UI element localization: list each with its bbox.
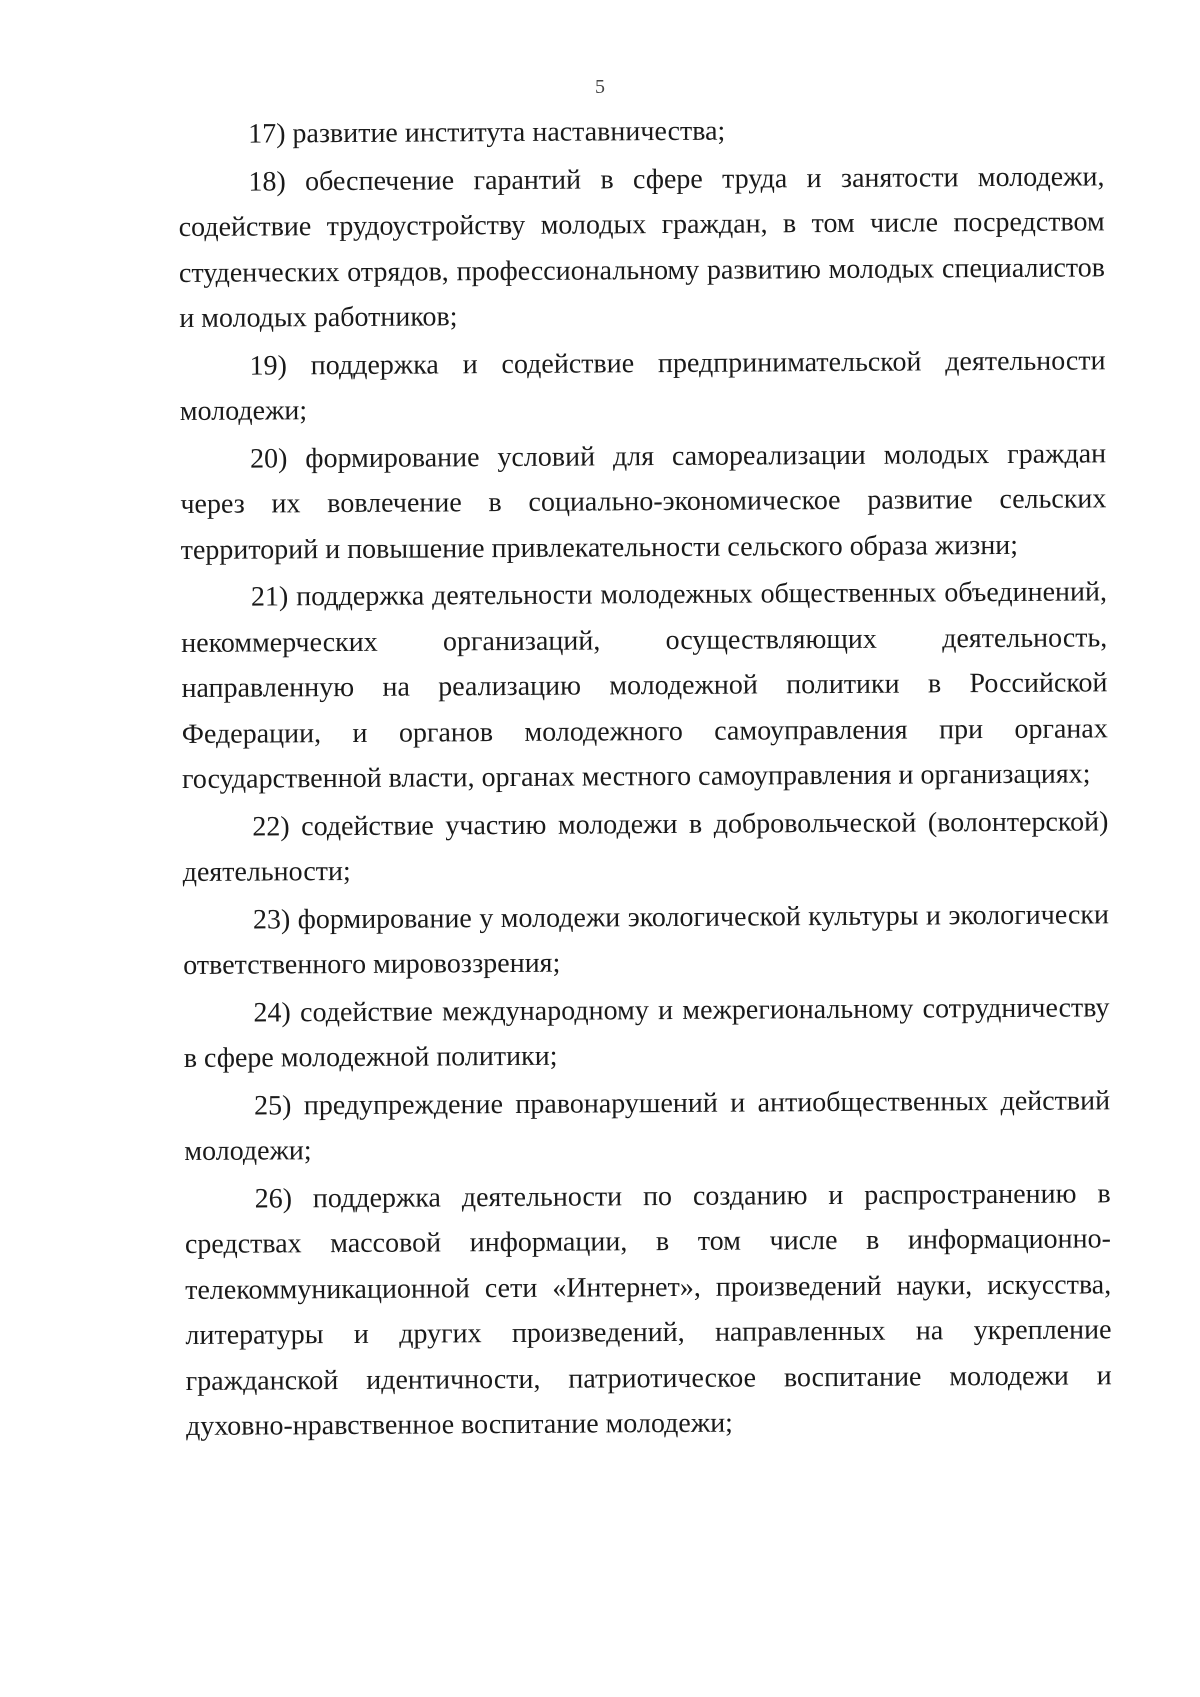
list-item-24: 24) содействие международному и межрегиональному сотрудничеству в сфере молодежной политики; bbox=[183, 991, 1110, 1074]
list-item-22: 22) содействие участию молодежи в добровольческой (волонтерской) деятельности; bbox=[182, 805, 1109, 888]
list-item-19: 19) поддержка и содействие предпринимательской деятельности молодежи; bbox=[179, 344, 1106, 427]
list-item-18: 18) обеспечение гарантий в сфере труда и занятости молодежи, содействие трудоустройству молодых граждан, в том числе посредством студенческих отрядов, профессиональному развитию молодых специалистов и молодых работников; bbox=[178, 160, 1106, 334]
list-item-25: 25) предупреждение правонарушений и антиобщественных действий молодежи; bbox=[184, 1084, 1111, 1167]
list-item-17: 17) развитие института наставничества; bbox=[248, 115, 726, 150]
list-item-21: 21) поддержка деятельности молодежных общественных объединений, некоммерческих организаций, осуществляющих деятельность, направленную на реализацию молодежной политики в Российской Федерации, и органов молодежного самоуправления при органах государственной власти, органах местного самоуправления и организациях; bbox=[181, 576, 1108, 795]
list-item-23: 23) формирование у молодежи экологической культуры и экологически ответственного мировоззрения; bbox=[183, 898, 1110, 981]
page-number: 5 bbox=[595, 76, 605, 98]
list-item-26: 26) поддержка деятельности по созданию и распространению в средствах массовой информации, в том числе в информационно-телекоммуникационной сети «Интернет», произведений науки, искусства, литературы и других произведений, направленных на укрепление гражданской идентичности, патриотическое воспитание молодежи и духовно-нравственное воспитание молодежи; bbox=[184, 1177, 1112, 1442]
document-body bbox=[178, 106, 1112, 1449]
list-item-20: 20) формирование условий для самореализации молодых граждан через их вовлечение в социально-экономическое развитие сельских территорий и повышение привлекательности сельского образа жизни; bbox=[180, 437, 1107, 566]
